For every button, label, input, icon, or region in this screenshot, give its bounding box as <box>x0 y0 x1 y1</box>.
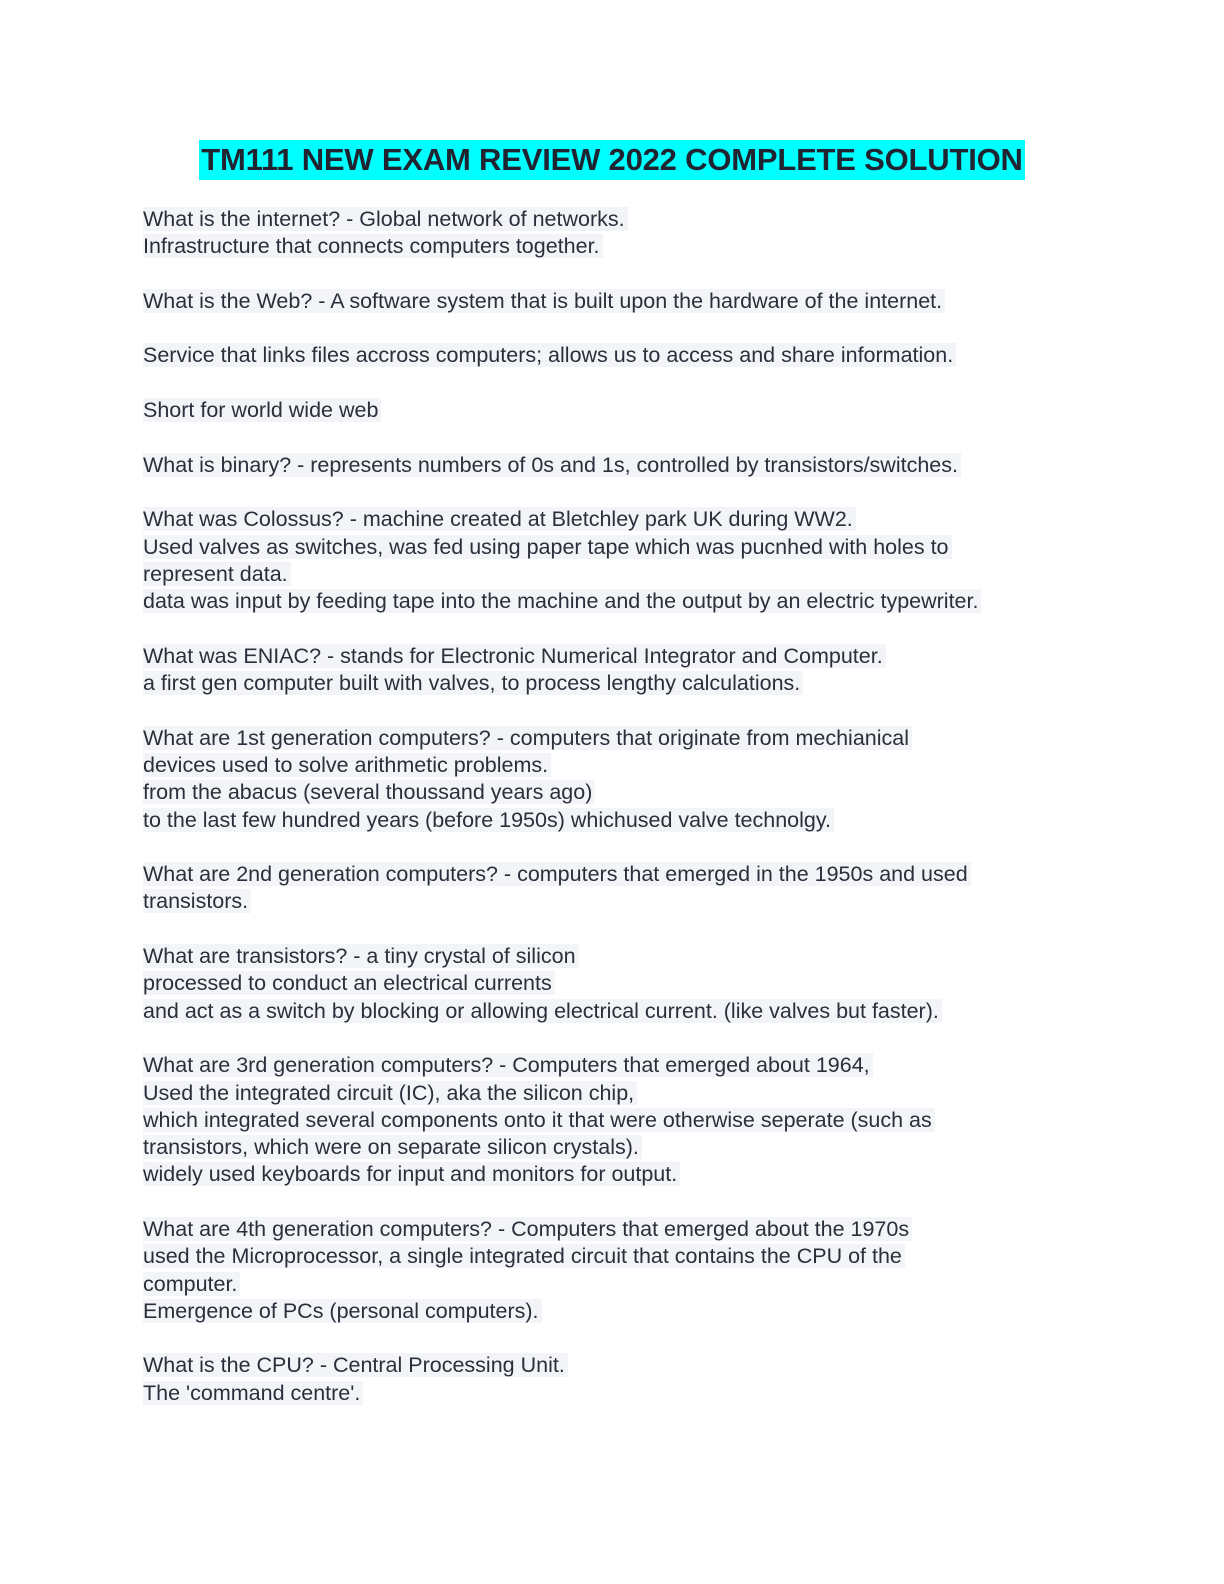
title-container <box>0 140 1224 180</box>
qa-line <box>143 1298 1083 1325</box>
qa-line <box>143 1161 1083 1188</box>
qa-line-text: What was Colossus? - machine created at Bletchley park UK during WW2. <box>143 507 856 531</box>
qa-line <box>143 1380 1083 1407</box>
qa-line-text: widely used keyboards for input and monitors for output. <box>143 1162 680 1186</box>
qa-line <box>143 397 1083 424</box>
qa-list <box>143 206 1083 1434</box>
qa-entry <box>143 342 1083 369</box>
qa-entry <box>143 288 1083 315</box>
qa-line-text: transistors. <box>143 889 251 913</box>
qa-line <box>143 861 1083 888</box>
qa-line <box>143 970 1083 997</box>
qa-line-text: to the last few hundred years (before 1950s) whichused valve technolgy. <box>143 808 834 832</box>
qa-line-text: What is the CPU? - Central Processing Unit. <box>143 1353 568 1377</box>
qa-line <box>143 1052 1083 1079</box>
qa-line <box>143 506 1083 533</box>
qa-line-text: a first gen computer built with valves, to process lengthy calculations. <box>143 671 803 695</box>
qa-line-text: from the abacus (several thoussand years ago) <box>143 780 595 804</box>
qa-line <box>143 779 1083 806</box>
qa-line-text: What is the internet? - Global network of networks. <box>143 207 628 231</box>
qa-line <box>143 998 1083 1025</box>
qa-entry <box>143 206 1083 261</box>
qa-line-text: Service that links files accross computers; allows us to access and share information. <box>143 343 956 367</box>
qa-line <box>143 342 1083 369</box>
qa-entry <box>143 452 1083 479</box>
qa-line-text: transistors, which were on separate silicon crystals). <box>143 1135 642 1159</box>
qa-line <box>143 288 1083 315</box>
qa-line <box>143 725 1083 752</box>
qa-line <box>143 643 1083 670</box>
qa-line-text: The 'command centre'. <box>143 1381 363 1405</box>
qa-line-text: What are 2nd generation computers? - computers that emerged in the 1950s and used <box>143 862 971 886</box>
qa-line-text: Emergence of PCs (personal computers). <box>143 1299 542 1323</box>
qa-line <box>143 807 1083 834</box>
qa-line-text: Used valves as switches, was fed using paper tape which was pucnhed with holes to <box>143 535 952 559</box>
qa-line <box>143 670 1083 697</box>
qa-line-text: data was input by feeding tape into the machine and the output by an electric typewriter. <box>143 589 981 613</box>
qa-entry <box>143 725 1083 834</box>
qa-line <box>143 452 1083 479</box>
qa-entry <box>143 1352 1083 1407</box>
qa-line <box>143 888 1083 915</box>
qa-entry <box>143 643 1083 698</box>
qa-line <box>143 561 1083 588</box>
qa-line-text: What is binary? - represents numbers of 0s and 1s, controlled by transistors/switches. <box>143 453 961 477</box>
qa-line-text: processed to conduct an electrical currents <box>143 971 555 995</box>
qa-entry <box>143 397 1083 424</box>
qa-entry <box>143 943 1083 1025</box>
qa-line-text: What are 3rd generation computers? - Computers that emerged about 1964, <box>143 1053 873 1077</box>
qa-line <box>143 1243 1083 1270</box>
qa-line-text: What was ENIAC? - stands for Electronic Numerical Integrator and Computer. <box>143 644 886 668</box>
qa-line <box>143 206 1083 233</box>
qa-line-text: What are transistors? - a tiny crystal of silicon <box>143 944 579 968</box>
qa-line-text: What are 4th generation computers? - Computers that emerged about the 1970s <box>143 1217 912 1241</box>
qa-line-text: What is the Web? - A software system that is built upon the hardware of the internet. <box>143 289 945 313</box>
qa-line-text: computer. <box>143 1272 240 1296</box>
qa-line <box>143 1134 1083 1161</box>
qa-entry <box>143 506 1083 615</box>
qa-line <box>143 1352 1083 1379</box>
qa-line <box>143 233 1083 260</box>
qa-line <box>143 588 1083 615</box>
qa-line <box>143 1080 1083 1107</box>
qa-line <box>143 1216 1083 1243</box>
qa-line <box>143 943 1083 970</box>
document-title: TM111 NEW EXAM REVIEW 2022 COMPLETE SOLUTION <box>199 140 1024 180</box>
qa-line-text: represent data. <box>143 562 291 586</box>
qa-line-text: which integrated several components onto it that were otherwise seperate (such as <box>143 1108 935 1132</box>
qa-entry <box>143 1216 1083 1325</box>
qa-line-text: Short for world wide web <box>143 398 381 422</box>
qa-entry <box>143 1052 1083 1188</box>
qa-line-text: used the Microprocessor, a single integrated circuit that contains the CPU of the <box>143 1244 905 1268</box>
qa-entry <box>143 861 1083 916</box>
qa-line <box>143 1107 1083 1134</box>
qa-line-text: Infrastructure that connects computers together. <box>143 234 603 258</box>
qa-line <box>143 1271 1083 1298</box>
qa-line <box>143 534 1083 561</box>
qa-line-text: Used the integrated circuit (IC), aka the silicon chip, <box>143 1081 637 1105</box>
qa-line <box>143 752 1083 779</box>
qa-line-text: and act as a switch by blocking or allowing electrical current. (like valves but faster). <box>143 999 942 1023</box>
qa-line-text: devices used to solve arithmetic problems. <box>143 753 551 777</box>
qa-line-text: What are 1st generation computers? - computers that originate from mechianical <box>143 726 912 750</box>
